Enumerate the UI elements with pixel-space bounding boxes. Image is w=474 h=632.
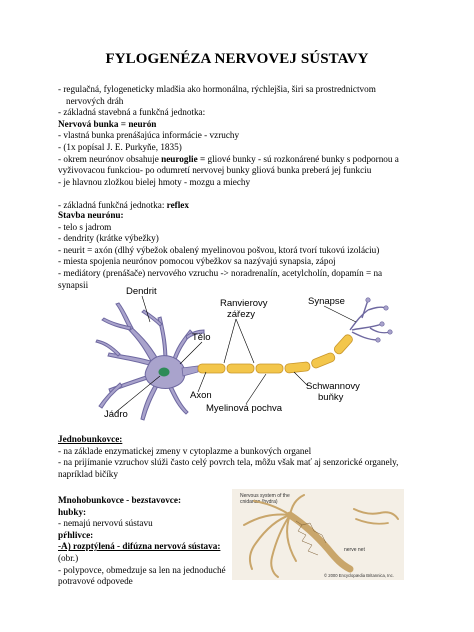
label-synapse: Synapse (308, 296, 345, 307)
label-myelin: Myelinová pochva (206, 403, 283, 414)
nucleus (159, 368, 170, 377)
text-line (58, 154, 428, 166)
text-span: gliové bunky - sú rozkonárené bunky s podpornou a (205, 153, 399, 164)
intro-section (58, 84, 428, 212)
text-line: - na prijímanie vzruchov slúži často celý povrch tela, môžu však mať aj senzorické organely, (58, 457, 399, 468)
section-heading: Stavba neurónu: (58, 210, 124, 220)
bold-term: neuroglie = (161, 153, 206, 164)
text-line: - regulačná, fylogeneticky mladšia ako hormonálna, rýchlejšia, širi sa prostrednictvom (58, 84, 376, 94)
text-line: - (1x popísal J. E. Purkyňe, 1835) (58, 141, 182, 152)
text-line: - nemajú nervovú sústavu (58, 518, 153, 529)
photo-copyright: © 2000 Encyclopædia Britannica, Inc. (324, 573, 394, 578)
label-schwann-1: Schwannovy (306, 381, 360, 392)
subheading-hubky: hubky: (58, 506, 87, 517)
label-ranvier-1: Ranvierovy (220, 298, 268, 309)
neuron-diagram (86, 282, 404, 432)
label-jadro: Jádro (104, 409, 128, 420)
bold-term: reflex (166, 199, 189, 210)
axon-terminals (350, 300, 390, 340)
subheading: Nervová bunka = neurón (58, 118, 157, 129)
text-line: - polypovce, obmedzuje sa len na jednoduché (58, 564, 226, 575)
bold-term: -A) rozptýlená - difúzna nervová sústava: (58, 541, 221, 552)
photo-label: nerve net (344, 547, 365, 553)
unicellular-section (58, 434, 428, 480)
label-telo: Tělo (192, 332, 211, 343)
photo-caption-2: cnidarian (hydra) (240, 499, 278, 505)
text-line: - vlastná bunka prenášajúca informácie - vzruchy (58, 130, 240, 141)
text-line: potravové odpovede (58, 576, 133, 587)
neuron-structure-section (58, 210, 428, 291)
text-line: napríklad bičíky (58, 468, 118, 479)
hydra-illustration (232, 489, 404, 580)
text-line: - dendrity (krátke výbežky) (58, 233, 159, 244)
section-heading: Mnohobunkovce - bezstavovce: (58, 495, 182, 505)
section-heading: Jednobunkovce: (58, 434, 123, 444)
text-span: - okrem neurónov obsahuje (58, 153, 162, 164)
axon-hillock (182, 366, 198, 376)
text-line: - mediátory (prenášače) nervového vzruchu -> noradrenalín, acetylcholín, dopamín = na (58, 267, 383, 278)
multicellular-section (58, 495, 236, 588)
text-line: - základná stavebná a funkčná jednotka: (58, 107, 206, 118)
synapse-knobs (366, 298, 392, 342)
text-line: - neurit = axón (dlhý výbežok obalený myelinovou pošvou, ktorá tvorí tukovú izoláciu) (58, 244, 380, 255)
text-line: - telo s jadrom (58, 221, 112, 232)
label-schwann-2: buňky (318, 392, 344, 403)
myelin-sheath (198, 333, 354, 373)
text-line: - miesta spojenia neurónov pomocou výbežkov sa nazývajú synapsia, zápoj (58, 256, 336, 267)
subheading-prhlivce: pŕhlivce: (58, 529, 94, 540)
photo-caption-1: Nervous system of the (240, 493, 290, 499)
page-title: FYLOGENÉZA NERVOVEJ SÚSTAVY (105, 51, 369, 67)
label-dendrit: Dendrit (126, 286, 157, 297)
text-line: - je hlavnou zložkou bielej hmoty - mozgu a miechy (58, 176, 251, 187)
label-axon: Axon (190, 390, 212, 401)
text-line: vyživovacou funkciou- po odumretí nervovej bunky gliová bunka preberá jej funkciu (58, 165, 372, 176)
label-ranvier-2: zářezy (227, 309, 255, 320)
text-line: - na základe enzymatickej zmeny v cytoplazme a bunkových organel (58, 445, 312, 456)
text-span: (obr.) (58, 552, 79, 563)
text-span: - základná funkčná jednotka: (58, 199, 167, 210)
text-line: nervových dráh (66, 95, 124, 106)
text-line: synapsii (58, 279, 89, 290)
text-line (58, 541, 236, 564)
